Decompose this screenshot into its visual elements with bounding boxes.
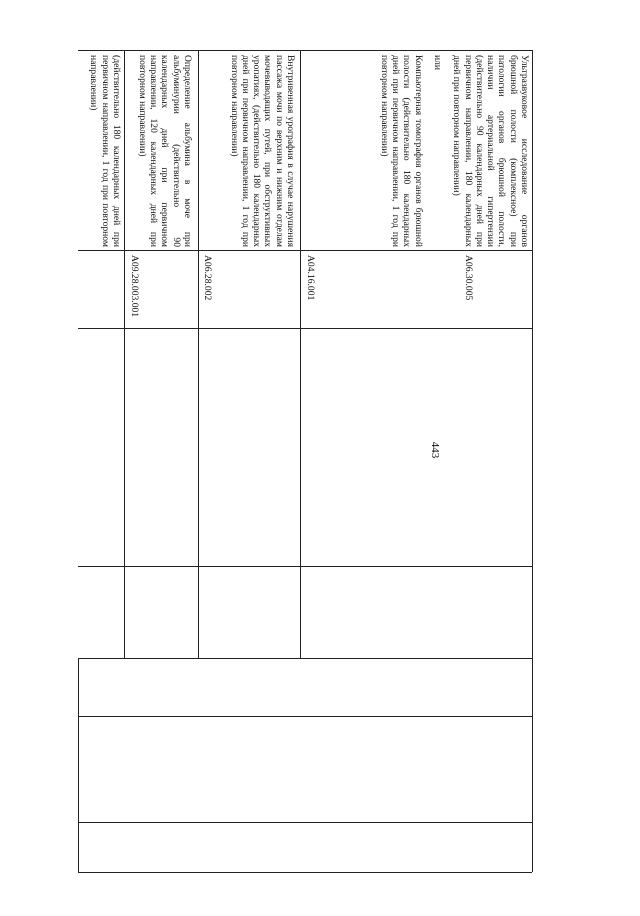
row-3-code: A04.16.001 <box>305 255 316 301</box>
row-3-spacer-2 <box>424 55 432 247</box>
row-1-code: A09.28.003.001 <box>129 255 140 318</box>
row-3-or: или <box>431 55 443 71</box>
table-rule-col1 <box>78 250 532 251</box>
table-rule-col3 <box>78 566 532 567</box>
row-3-text-2: Компьютерная томография органов брюшной полости (действительно 180 календарных дней при первичном направлении, 1 год при повторном направлении) <box>378 55 424 247</box>
table-rule-row1 <box>124 50 125 658</box>
page-number: 443 <box>429 441 441 459</box>
row-3-description <box>378 55 530 247</box>
row-1-description: Определение альбумина в моче при альбуминурии (действительно 90 календарных дней при первичном направлении, 120 календарных дней при повторном направлении) <box>136 55 193 247</box>
table-rule-col6 <box>78 822 532 823</box>
table-rule-row3 <box>300 50 301 658</box>
row-2-code: A06.28.002 <box>202 255 213 301</box>
row-3-text: Ультразвуковое исследование органов брюшной полости (комплексное) при патологии органов брюшной полости, наличии артериальной гипертензии (действительно 90 календарных дней при первичном направлении, 180 календарных дней при повторном направлении) <box>451 55 530 247</box>
table-rule-row2 <box>198 50 199 658</box>
row-2-description: Внутривенная урография в случае нарушения пассажа мочи по верхним и нижним отделам мочевыводящих путей, при обструктивных уропатиях, (действительно 180 календарных дней при первичном направлении, 1 год при повторном направлении) <box>228 55 296 247</box>
row-3-code-2: A06.30.005 <box>463 255 474 301</box>
table-rule-right <box>532 50 533 872</box>
row-3-spacer <box>443 55 451 247</box>
table-rule-top <box>78 50 532 51</box>
table-rule-col5 <box>78 716 532 717</box>
row-0-description: (действительно 180 календарных дней при первичном направлении, 1 год при повторном направлении) <box>88 55 122 247</box>
table-rule-col2 <box>78 328 532 329</box>
table-rule-col4 <box>78 658 532 659</box>
table-rule-bottom <box>78 872 532 873</box>
table-rule-left <box>78 658 79 872</box>
